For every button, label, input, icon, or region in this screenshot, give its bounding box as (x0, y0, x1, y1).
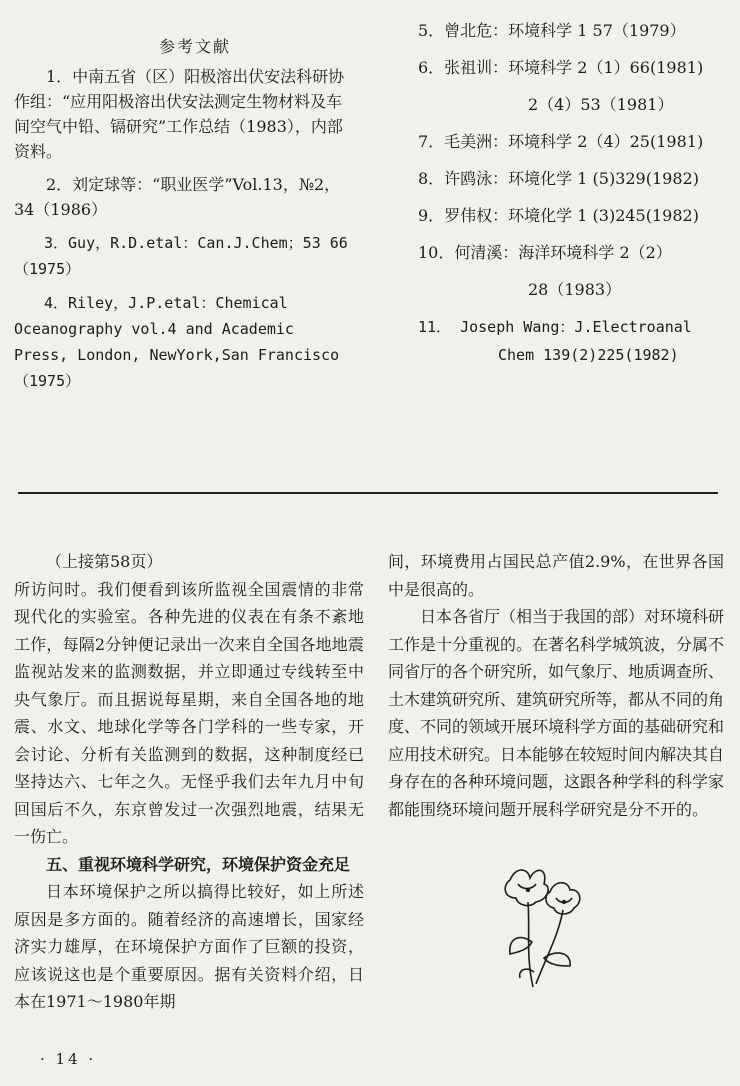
reference-item: 6．张祖训：环境科学 2（1）66(1981) (418, 58, 704, 77)
reference-item: 10．何清溪：海洋环境科学 2（2） (418, 243, 672, 262)
references-left-column (14, 64, 354, 402)
reference-item: 7．毛美洲：环境科学 2（4）25(1981) (418, 132, 704, 151)
article-paragraph: 日本环境保护之所以搞得比较好，如上所述原因是多方面的。随着经济的高速增长，国家经济实力雄厚，在环境保护方面作了巨额的投资，应该说这也是个重要原因。据有关资料介绍，日本在1971～1980年期 (14, 882, 364, 1011)
reference-item: 8．许鸥泳：环境化学 1 (5)329(1982) (418, 169, 699, 188)
reference-item: 3．Guy，R.D.etal：Can.J.Chem；53 66（1975） (14, 234, 348, 278)
article-paragraph: 日本各省厅（相当于我国的部）对环境科研工作是十分重视的。在著名科学城筑波，分属不同省厅的各个研究所，如气象厅、地质调查所、土木建筑研究所、建筑研究所等，都从不同的角度、不同的领域开展环境科学方面的基础研究和应用技术研究。日本能够在较短时间内解决其自身存在的各种环境问题，这跟各种学科的科学家都能围绕环境问题开展科学研究是分不开的。 (388, 607, 725, 819)
article-paragraph: 所访问时。我们便看到该所监视全国震情的非常现代化的实验室。各种先进的仪表在有条不紊地工作，每隔2分钟便记录出一次来自全国各地地震监视站发来的监测数据，并立即通过专线转至中央气象厅。而且据说每星期，来自全国各地的地震、水文、地球化学等各门学科的一些专家，开会讨论、分析有关监测到的数据，这种制度经已坚持达六、七年之久。无怪乎我们去年九月中旬回国后不久，东京曾发过一次强烈地震，结果无一伤亡。 (14, 579, 364, 846)
reference-continuation: 2（4）53（1981） (528, 95, 674, 114)
flower-illustration (488, 862, 598, 992)
reference-item: 2．刘定球等：“职业医学”Vol.13，№2，34（1986） (14, 175, 341, 219)
reference-item: 1．中南五省（区）阳极溶出伏安法科研协作组：“应用阳极溶出伏安法测定生物材料及车间空气中铅、镉研究”工作总结（1983），内部资料。 (14, 67, 345, 161)
reference-continuation: Chem 139(2)225(1982) (498, 346, 679, 364)
reference-item: 5．曾北危：环境科学 1 57（1979） (418, 21, 686, 40)
page-number: · 14 · (40, 1050, 97, 1068)
section-heading: 五、重视环境科学研究，环境保护资金充足 (46, 854, 351, 874)
references-title: 参考文献 (158, 37, 231, 56)
reference-item: 4．Riley，J.P.etal：Chemical Oceanography vol.4 and Academic Press, London, NewYork,San Francisco（1975） (14, 294, 340, 390)
references-right-column (418, 18, 730, 379)
article-right-column (388, 548, 724, 823)
reference-item: 9．罗伟权：环境化学 1 (3)245(1982) (418, 206, 699, 225)
continued-from-note: （上接第58页） (46, 552, 163, 571)
reference-item: 11． Joseph Wang：J.Electroanal (418, 318, 692, 336)
article-left-column (14, 548, 364, 1016)
section-divider (18, 492, 718, 494)
article-paragraph: 间，环境费用占国民总产值2.9%，在世界各国中是很高的。 (388, 552, 724, 599)
reference-continuation: 28（1983） (528, 280, 622, 299)
